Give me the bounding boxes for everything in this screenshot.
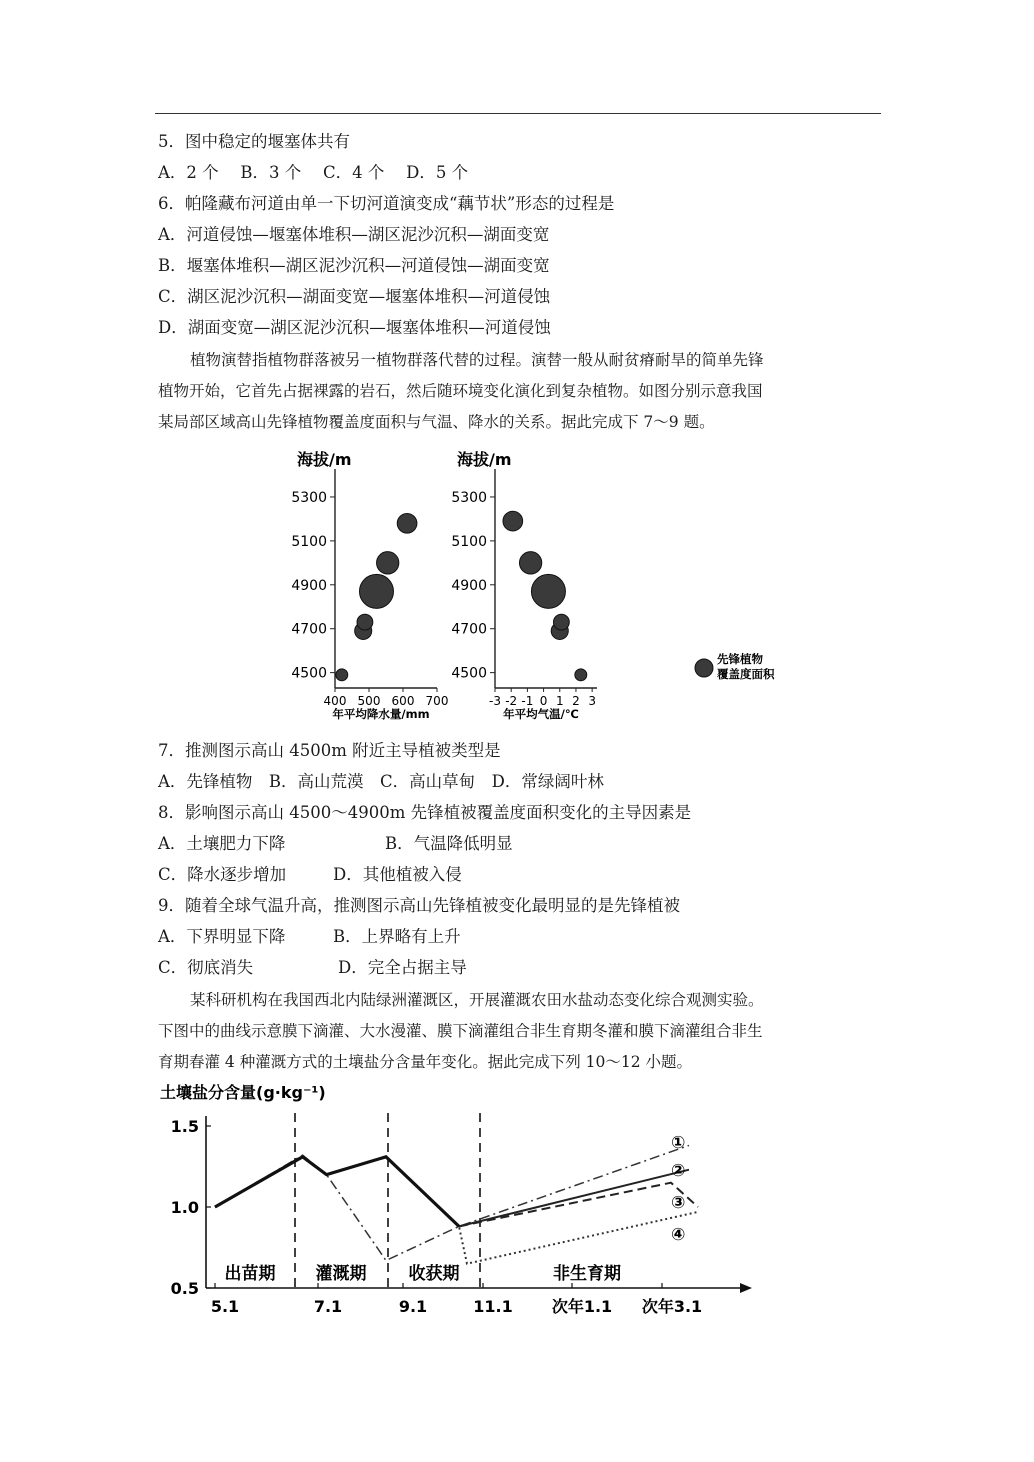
data-point (575, 669, 587, 681)
q6-option-b: B．堰塞体堆积—湖区泥沙沉积—河道侵蚀—湖面变宽 (158, 256, 550, 275)
y-tick-label: 4500 (291, 665, 327, 682)
x-tick-label: -2 (505, 694, 518, 708)
x-tick-label: 1 (555, 694, 564, 708)
period-label: 收获期 (408, 1264, 460, 1284)
x-tick-label: -1 (521, 694, 534, 708)
legend (695, 652, 775, 681)
data-point (503, 511, 523, 531)
series-line (215, 1157, 698, 1264)
passage-succession (158, 345, 870, 438)
scatter-precipitation (291, 450, 448, 721)
x-axis-title: 年平均气温/℃ (503, 707, 579, 721)
x-tick-label: 5.1 (210, 1297, 240, 1316)
q8-option-d: D．其他植被入侵 (333, 865, 462, 884)
data-point (531, 574, 565, 608)
q9-option-d: D．完全占据主导 (338, 958, 467, 977)
y-axis-title: 土壤盐分含量(g·kg⁻¹) (160, 1083, 326, 1102)
q8-option-a: A．土壤肥力下降 (158, 834, 286, 853)
data-point (553, 614, 569, 630)
x-tick-label: 次年3.1 (641, 1297, 703, 1316)
passage1-line1: 植物演替指植物群落被另一植物群落代替的过程。演替一般从耐贫瘠耐旱的简单先锋 (190, 351, 764, 369)
series-label: ③ (671, 1193, 686, 1213)
x-tick-label: 400 (323, 694, 347, 708)
y-tick-label: 5100 (451, 533, 487, 550)
q6-option-d: D．湖面变宽—湖区泥沙沉积—堰塞体堆积—河道侵蚀 (158, 318, 551, 337)
q8-stem: 8．影响图示高山 4500～4900m 先锋植被覆盖度面积变化的主导因素是 (158, 803, 692, 822)
q9-option-a: A．下界明显下降 (158, 927, 286, 946)
passage2-line3: 育期春灌 4 种灌溉方式的土壤盐分含量年变化。据此完成下列 10～12 小题。 (158, 1053, 693, 1071)
y-tick-label: 4700 (451, 621, 487, 638)
y-tick-label: 4900 (291, 577, 327, 594)
q9-option-b: B．上界略有上升 (333, 927, 461, 946)
period-label: 灌溉期 (315, 1264, 367, 1284)
q8-option-b: B．气温降低明显 (385, 834, 513, 853)
x-tick-label: 9.1 (398, 1297, 428, 1316)
y-tick-label: 1.0 (170, 1198, 199, 1217)
figure-soil-salt (155, 1078, 755, 1323)
y-tick-label: 5300 (451, 489, 487, 506)
passage1-line3: 某局部区域高山先锋植物覆盖度面积与气温、降水的关系。据此完成下 7～9 题。 (158, 413, 715, 431)
series-label: ② (671, 1161, 686, 1181)
x-axis-arrow (740, 1283, 752, 1293)
y-tick-label: 1.5 (170, 1117, 199, 1136)
period-label: 非生育期 (553, 1264, 621, 1284)
q5-options: A．2 个 B．3 个 C．4 个 D．5 个 (158, 163, 469, 182)
q7-options: A．先锋植物 B．高山荒漠 C．高山草甸 D．常绿阔叶林 (158, 772, 604, 791)
x-tick-label: -3 (489, 694, 501, 708)
x-tick-label: 7.1 (313, 1297, 343, 1316)
x-tick-label: 500 (357, 694, 381, 708)
y-tick-label: 4900 (451, 577, 487, 594)
series-label: ④ (671, 1225, 686, 1245)
q7-stem: 7．推测图示高山 4500m 附近主导植被类型是 (158, 741, 501, 760)
y-tick-label: 4500 (451, 665, 487, 682)
x-tick-label: 11.1 (473, 1297, 513, 1316)
x-axis-title: 年平均降水量/mm (332, 707, 430, 721)
legend-marker (695, 659, 713, 677)
data-point (519, 552, 541, 574)
x-tick-label: 700 (425, 694, 449, 708)
q5-stem: 5．图中稳定的堰塞体共有 (158, 132, 350, 151)
line-chart-soil-salt (160, 1083, 752, 1316)
q8-option-c: C．降水逐步增加 (158, 865, 287, 884)
q6-option-c: C．湖区泥沙沉积—湖面变宽—堰塞体堆积—河道侵蚀 (158, 287, 551, 306)
series-line (215, 1145, 689, 1260)
q6-stem: 6．帕隆藏布河道由单一下切河道演变成“藕节状”形态的过程是 (158, 194, 615, 213)
figure-pioneer-plants (285, 445, 790, 725)
q9-stem: 9．随着全球气温升高，推测图示高山先锋植被变化最明显的是先锋植被 (158, 896, 680, 915)
passage-irrigation (158, 985, 870, 1078)
header-rule (155, 113, 881, 114)
y-tick-label: 5300 (291, 489, 327, 506)
series-shared-segment (215, 1157, 459, 1227)
passage2-line1: 某科研机构在我国西北内陆绿洲灌溉区，开展灌溉农田水盐动态变化综合观测实验。 (190, 991, 764, 1009)
period-label: 出苗期 (224, 1264, 276, 1284)
passage2-line2: 下图中的曲线示意膜下滴灌、大水漫灌、膜下滴灌组合非生育期冬灌和膜下滴灌组合非生 (158, 1022, 763, 1040)
y-tick-label: 4700 (291, 621, 327, 638)
x-tick-label: 600 (391, 694, 415, 708)
y-tick-label: 0.5 (170, 1279, 199, 1298)
legend-label: 先锋植物覆盖度面积 (717, 652, 775, 681)
y-tick-label: 5100 (291, 533, 327, 550)
data-point (357, 614, 373, 630)
data-point (397, 513, 417, 533)
data-point (336, 669, 348, 681)
series-label: ① (671, 1133, 686, 1153)
q9-option-c: C．彻底消失 (158, 958, 254, 977)
x-tick-label: 3 (588, 694, 596, 708)
y-axis-title: 海拔/m (297, 450, 352, 469)
data-point (377, 552, 399, 574)
data-point (359, 574, 393, 608)
passage1-line2: 植物开始，它首先占据裸露的岩石，然后随环境变化演化到复杂植物。如图分别示意我国 (158, 382, 763, 400)
y-axis-title: 海拔/m (457, 450, 512, 469)
x-tick-label: 2 (572, 694, 580, 708)
x-tick-label: 0 (539, 694, 548, 708)
scatter-temperature (451, 450, 597, 721)
q6-option-a: A．河道侵蚀—堰塞体堆积—湖区泥沙沉积—湖面变宽 (158, 225, 550, 244)
x-tick-label: 次年1.1 (551, 1297, 613, 1316)
